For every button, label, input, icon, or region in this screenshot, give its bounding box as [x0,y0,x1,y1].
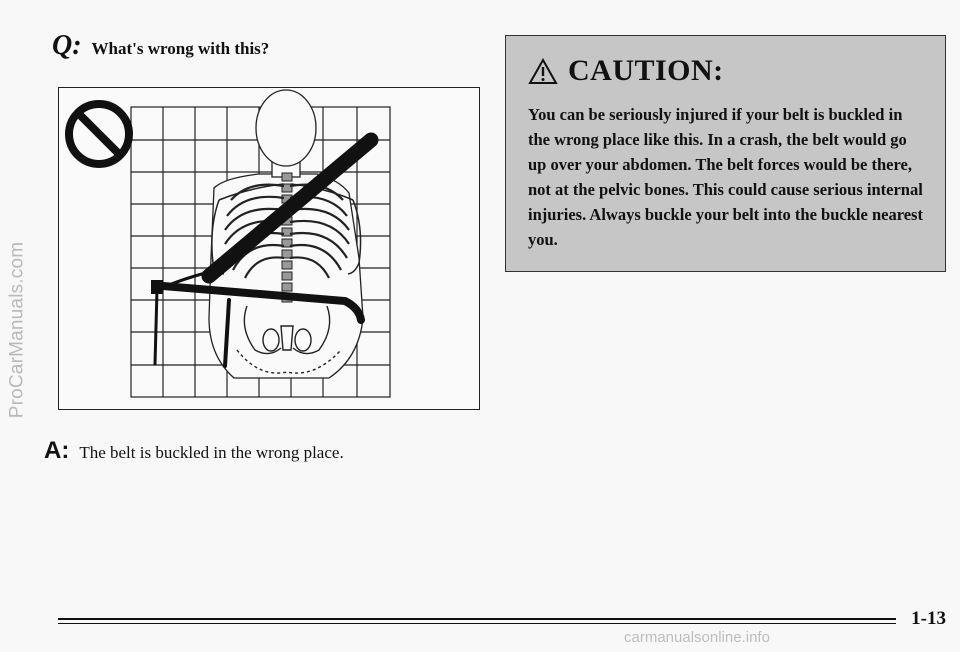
caution-body: You can be seriously injured if your belt is buckled in the wrong place like this. In a crash, the belt would go up over your abdomen. The belt forces would be there, not at the pelvic bones. This could cause serious internal injuries. Always buckle your belt into the buckle nearest you. [528,105,923,249]
answer-text: The belt is buckled in the wrong place. [79,443,344,462]
question-text: What's wrong with this? [91,39,270,58]
question-marker: Q: [52,30,82,61]
footer-rule-top [58,618,896,620]
answer-marker: A: [44,437,70,464]
warning-triangle-icon [528,58,558,85]
caution-box [505,35,946,272]
footer-watermark: carmanualsonline.info [624,629,770,646]
side-watermark-text: ProCarManuals.com [6,241,28,419]
side-watermark [4,40,30,620]
no-symbol-icon [69,104,129,164]
footer-rule-bottom [58,623,896,624]
page-number: 1-13 [911,608,946,629]
caution-header [528,54,925,88]
question [52,30,269,62]
answer [44,437,344,465]
caution-title: CAUTION: [568,54,724,87]
seatbelt-figure [58,87,480,410]
